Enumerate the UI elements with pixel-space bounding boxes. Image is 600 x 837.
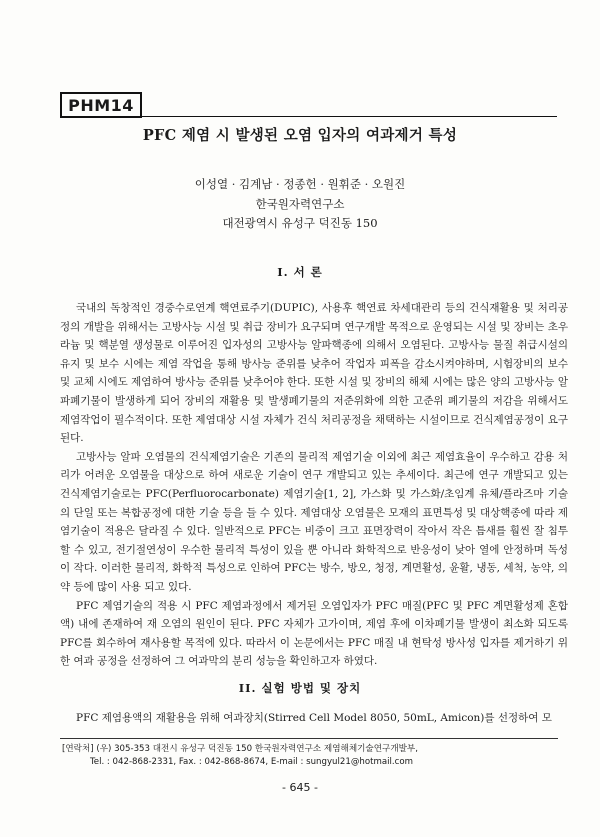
- section-heading-methods: II. 실험 방법 및 장치: [238, 681, 362, 695]
- section-body-intro: [60, 299, 568, 671]
- section-body-methods: [60, 709, 568, 728]
- paragraph: PFC 제염용액의 재활용을 위해 여과장치(Stirred Cell Model 8050, 50mL, Amicon)를 선정하여 모: [76, 712, 552, 724]
- paper-title: PFC 제염 시 발생된 오염 입자의 여과제거 특성: [142, 127, 458, 144]
- header-rule: [142, 116, 557, 117]
- address: 대전광역시 유성구 덕진동 150: [222, 216, 378, 230]
- page-number: - 645 -: [282, 781, 318, 794]
- section-heading-intro: I. 서 론: [277, 265, 323, 279]
- paragraph: 국내의 독창적인 경중수로연계 핵연료주기(DUPIC), 사용후 핵연료 차세대관리 등의 건식재활용 및 처리공정의 개발을 위해서는 고방사능 시설 및 취급 장비가 요구되며 연구개발 목적으로 운영되는 시설 및 장비는 초우라늄 및 핵분열 생성물로 이루어진 입자성의 고방사능 알파핵종에 의해서 오염된다. 고방사능 물질 취급시설의 유지 및 보수 시에는 제염 작업을 통해 방사능 준위를 낮추어 작업자 피폭을 감소시켜야하며, 시험장비의 보수 및 교체 시에도 제염하여 방사능 준위를 낮추어야 한다. 또한 시설 및 장비의 해체 시에는 많은 양의 고방사능 알파폐기물이 발생하게 되어 장비의 재활용 및 발생폐기물의 저준위화에 의한 고준위 폐기물의 저감을 위해서도 제염작업이 필수적이다. 또한 제염대상 시설 자체가 건식 처리공정을 채택하는 시설이므로 건식제염공정이 요구된다.: [60, 302, 568, 445]
- paragraph: 고방사능 알파 오염물의 건식제염기술은 기존의 물리적 제염기술 이외에 최근 제염효율이 우수하고 감용 처리가 어려운 오염물을 대상으로 하여 새로운 기술이 연구 개발되고 있는 추세이다. 최근에 연구 개발되고 있는 건식제염기술로는 PFC(Perfluorocarbonate) 제염기술[1, 2], 가스화 및 가스화/초임계 유체/플라즈마 기술의 단일 또는 복합공정에 대한 기술 등을 들 수 있다. 제염대상 오염물은 모재의 표면특성 및 대상핵종에 따라 제염기술이 적용은 달라질 수 있다. 일반적으로 PFC는 비중이 크고 표면장력이 작아서 작은 틈새를 훨씬 잘 침투할 수 있고, 전기절연성이 우수한 물리적 특성이 있을 뿐 아니라 화학적으로 반응성이 낮아 열에 안정하며 독성이 작다. 이러한 물리적, 화학적 특성으로 인하여 PFC는 방수, 방오, 청정, 계면활성, 윤활, 냉동, 세척, 농약, 의약 등에 많이 사용 되고 있다.: [60, 450, 568, 593]
- paragraph: PFC 제염기술의 적용 시 PFC 제염과정에서 제거된 오염입자가 PFC 매질(PFC 및 PFC 계면활성제 혼합액) 내에 존재하여 재 오염의 원인이 된다. PFC 자체가 고가이며, 제염 후에 이차폐기물 발생이 최소화 되도록 PFC를 회수하여 재사용할 목적에 있다. 따라서 이 논문에서는 PFC 매질 내 현탁성 방사성 입자를 제거하기 위한 여과 공정을 선정하여 그 여과막의 분리 성능을 확인하고자 하였다.: [60, 599, 568, 668]
- footnote-rule: [60, 738, 558, 739]
- footnote-line: [연락처] (우) 305-353 대전시 유성구 덕진동 150 한국원자력연구소 제염해체기술연구개발부,: [62, 744, 418, 754]
- contact-footnote: [62, 743, 562, 769]
- paper-code-box: PHM14: [60, 92, 142, 118]
- affiliation: 한국원자력연구소: [255, 197, 345, 211]
- author-list: 이성열 · 김계남 · 정종헌 · 원휘준 · 오원진: [194, 177, 406, 191]
- footnote-line: Tel. : 042-868-2331, Fax. : 042-868-8674, E-mail : sungyul21@hotmail.com: [90, 757, 413, 767]
